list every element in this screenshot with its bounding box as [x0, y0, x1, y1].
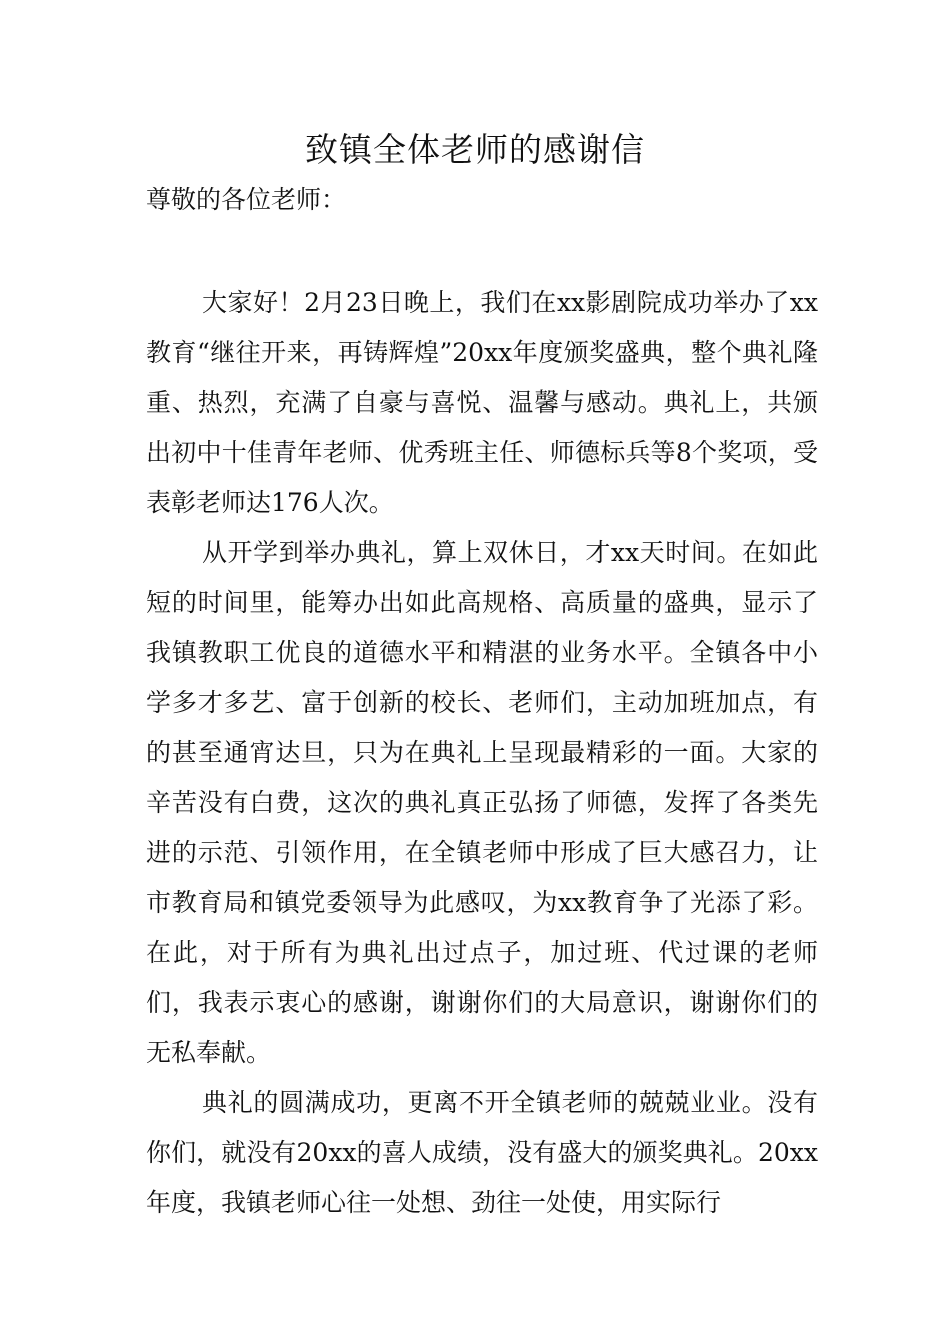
salutation: 尊敬的各位老师：: [146, 185, 347, 214]
paragraph-1: 大家好！2月23日晚上，我们在xx影剧院成功举办了xx教育“继往开来，再铸辉煌”20xx年度颁奖盛典，整个典礼隆重、热烈，充满了自豪与喜悦、温馨与感动。典礼上，共颁出初中十佳青年老师、优秀班主任、师德标兵等8个奖项，受表彰老师达176人次。: [146, 288, 818, 517]
document-title: 致镇全体老师的感谢信: [305, 130, 645, 169]
letter-body: [146, 278, 818, 1228]
paragraph-2: 从开学到举办典礼，算上双休日，才xx天时间。在如此短的时间里，能筹办出如此高规格、高质量的盛典，显示了我镇教职工优良的道德水平和精湛的业务水平。全镇各中小学多才多艺、富于创新的校长、老师们，主动加班加点，有的甚至通宵达旦，只为在典礼上呈现最精彩的一面。大家的辛苦没有白费，这次的典礼真正弘扬了师德，发挥了各类先进的示范、引领作用，在全镇老师中形成了巨大感召力，让市教育局和镇党委领导为此感叹，为xx教育争了光添了彩。在此，对于所有为典礼出过点子，加过班、代过课的老师们，我表示衷心的感谢，谢谢你们的大局意识，谢谢你们的无私奉献。: [146, 538, 818, 1067]
paragraph-3: 典礼的圆满成功，更离不开全镇老师的兢兢业业。没有你们，就没有20xx的喜人成绩，没有盛大的颁奖典礼。20xx年度，我镇老师心往一处想、劲往一处使，用实际行: [146, 1088, 818, 1217]
